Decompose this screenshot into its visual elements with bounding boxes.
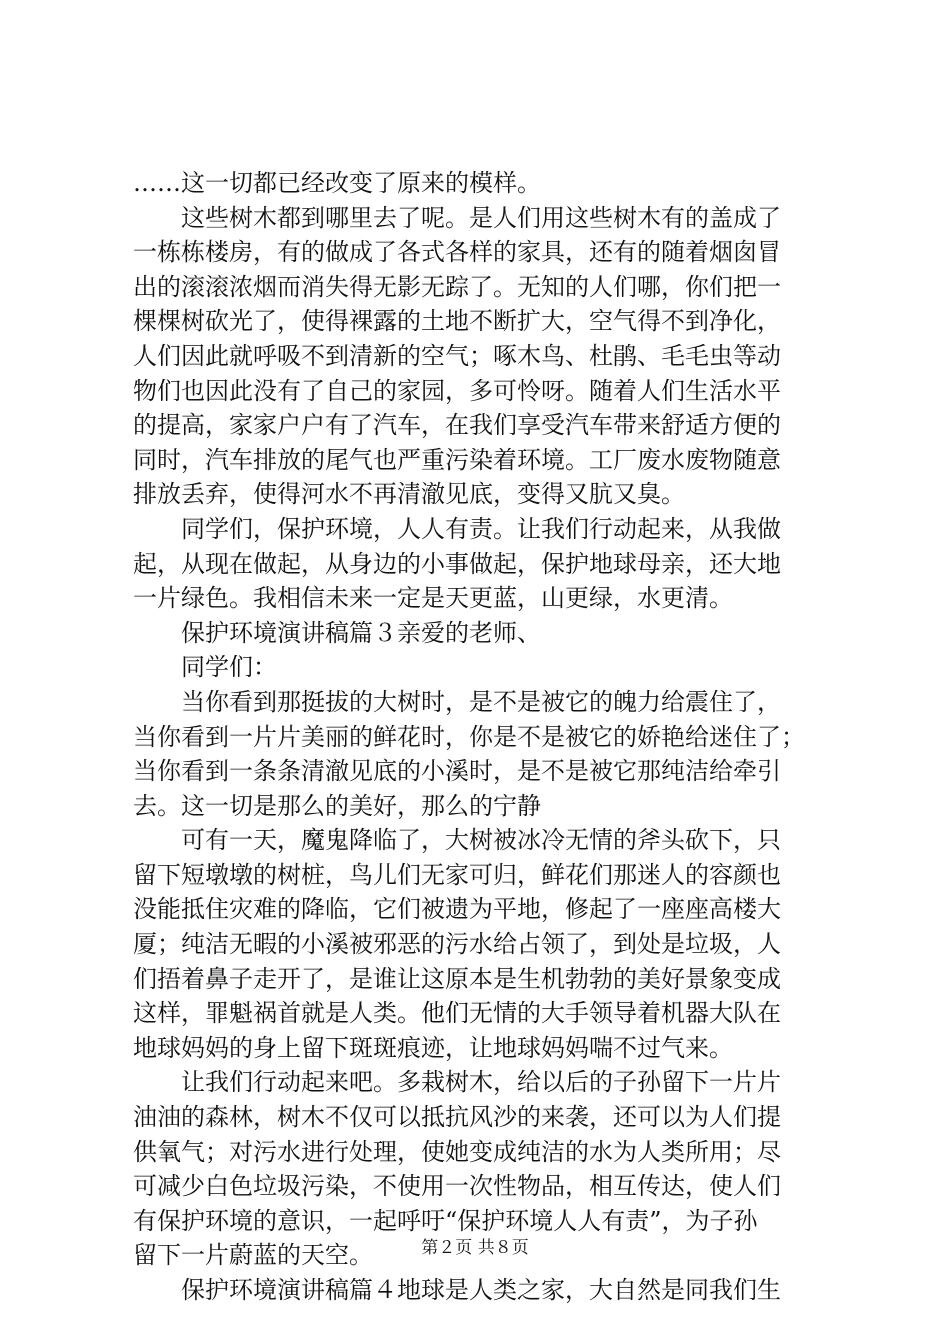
text-line: 同学们： — [133, 653, 277, 682]
text-line: 的提高，家家户户有了汽车，在我们享受汽车带来舒适方便的 — [133, 411, 781, 440]
page-number: 第２页 共８页 — [421, 1238, 529, 1258]
text-line: 同时，汽车排放的尾气也严重污染着环境。工厂废水废物随意 — [133, 445, 781, 474]
text-line: 保护环境演讲稿篇４地球是人类之家，大自然是同我们生 — [133, 1276, 781, 1304]
text-line: 当你看到一条条清澈见底的小溪时，是不是被它那纯洁给牵引 — [133, 757, 781, 786]
text-line: 当你看到那挺拔的大树时，是不是被它的魄力给震住了， — [133, 687, 781, 716]
text-line: 这样，罪魁祸首就是人类。他们无情的大手领导着机器大队在 — [133, 999, 781, 1028]
text-line: 留下短墩墩的树桩，鸟儿们无家可归，鲜花们那迷人的容颜也 — [133, 860, 781, 889]
text-line: 供氧气；对污水进行处理，使她变成纯洁的水为人类所用；尽 — [133, 1137, 781, 1166]
text-line: 可有一天，魔鬼降临了，大树被冰冷无情的斧头砍下，只 — [133, 826, 781, 855]
text-line: 厦；纯洁无暇的小溪被邪恶的污水给占领了，到处是垃圾，人 — [133, 930, 781, 959]
text-line: 地球妈妈的身上留下斑斑痕迹，让地球妈妈喘不过气来。 — [133, 1033, 733, 1062]
text-line: 出的滚滚浓烟而消失得无影无踪了。无知的人们哪，你们把一 — [133, 272, 781, 301]
text-line: 物们也因此没有了自己的家园，多可怜呀。随着人们生活水平 — [133, 376, 781, 405]
text-line: 这些树木都到哪里去了呢。是人们用这些树木有的盖成了 — [133, 203, 781, 232]
text-line: 有保护环境的意识，一起呼吁“保护环境人人有责”，为子孙 — [133, 1206, 758, 1235]
text-line: ……这一切都已经改变了原来的模样。 — [133, 169, 541, 197]
text-line: 排放丢弃，使得河水不再清澈见底，变得又肮又臭。 — [133, 480, 685, 509]
page-footer — [0, 1237, 950, 1259]
text-line: 们捂着鼻子走开了，是谁让这原本是生机勃勃的美好景象变成 — [133, 964, 781, 993]
text-line: 当你看到一片片美丽的鲜花时，你是不是被它的娇艳给迷住了； — [133, 722, 805, 751]
text-line: 留下一片蔚蓝的天空。 — [133, 1241, 373, 1270]
text-line: 保护环境演讲稿篇３亲爱的老师、 — [133, 618, 541, 647]
text-line: 一片绿色。我相信未来一定是天更蓝，山更绿，水更清。 — [133, 584, 733, 613]
text-line: 去。这一切是那么的美好，那么的宁静 — [133, 791, 541, 820]
text-line: 让我们行动起来吧。多栽树木，给以后的子孙留下一片片 — [133, 1068, 781, 1097]
text-line: 一栋栋楼房，有的做成了各式各样的家具，还有的随着烟囱冒 — [133, 238, 781, 267]
text-line: 可减少白色垃圾污染，不使用一次性物品，相互传达，使人们 — [133, 1172, 781, 1201]
text-line: 起，从现在做起，从身边的小事做起，保护地球母亲，还大地 — [133, 549, 781, 578]
text-line: 油油的森林，树木不仅可以抵抗风沙的来袭，还可以为人们提 — [133, 1103, 781, 1132]
text-line: 同学们，保护环境，人人有责。让我们行动起来，从我做 — [133, 514, 781, 543]
body-text — [133, 166, 833, 1308]
text-line: 棵棵树砍光了，使得裸露的土地不断扩大，空气得不到净化， — [133, 307, 781, 336]
text-line: 人们因此就呼吸不到清新的空气；啄木鸟、杜鹃、毛毛虫等动 — [133, 341, 781, 370]
text-line: 没能抵住灾难的降临，它们被遗为平地，修起了一座座高楼大 — [133, 895, 781, 924]
